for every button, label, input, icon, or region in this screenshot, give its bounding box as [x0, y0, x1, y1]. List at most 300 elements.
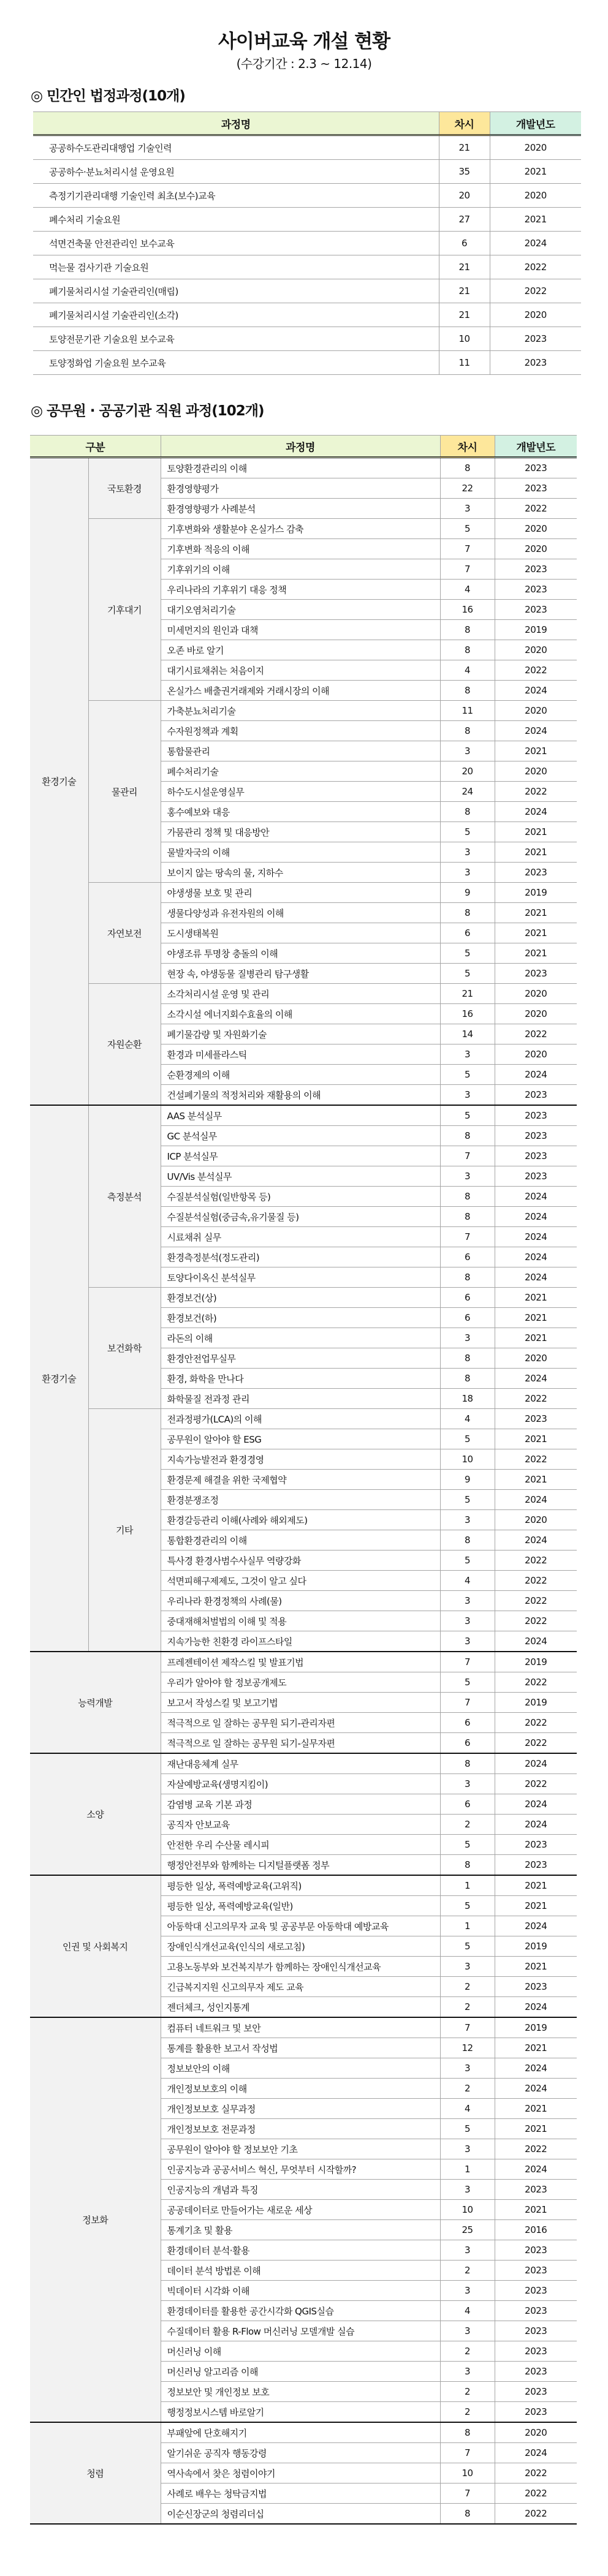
course-name: 환경데이터를 활용한 공간시각화 QGIS실습	[161, 2301, 440, 2321]
table-row	[30, 1105, 577, 1126]
course-sessions: 3	[440, 863, 495, 883]
course-year: 2021	[495, 923, 577, 943]
course-name: 역사속에서 찾은 청렴이야기	[161, 2463, 440, 2483]
course-year: 2021	[495, 903, 577, 923]
course-year: 2020	[495, 701, 577, 721]
course-name: 환경영향평가 사례분석	[161, 499, 440, 519]
category-label: 소양	[30, 1753, 161, 1875]
course-name: 평등한 일상, 폭력예방교육(고위직)	[161, 1875, 440, 1896]
course-year: 2023	[495, 1085, 577, 1106]
course-name: 폐수처리기술	[161, 761, 440, 782]
course-name: 가뭄관리 정책 및 대응방안	[161, 822, 440, 842]
course-name: 보고서 작성스킬 및 보고기법	[161, 1693, 440, 1713]
table-row	[30, 883, 577, 903]
course-name: 보이지 않는 땅속의 물, 지하수	[161, 863, 440, 883]
course-sessions: 7	[440, 2443, 495, 2463]
course-year: 2023	[495, 2382, 577, 2402]
course-name: 순환경제의 이해	[161, 1065, 440, 1085]
subcategory-label: 보건화학	[88, 1288, 161, 1409]
course-sessions: 25	[440, 2220, 495, 2240]
course-year: 2023	[495, 1977, 577, 1997]
course-year: 2021	[495, 1875, 577, 1896]
course-year: 2024	[495, 1490, 577, 1510]
course-name: 우리나라의 기후위기 대응 정책	[161, 580, 440, 600]
course-sessions: 10	[440, 2463, 495, 2483]
course-year: 2021	[495, 842, 577, 863]
course-year: 2022	[495, 2504, 577, 2525]
course-year: 2024	[495, 1753, 577, 1774]
course-year: 2021	[495, 2200, 577, 2220]
course-year: 2024	[495, 1631, 577, 1652]
course-year: 2024	[495, 1227, 577, 1247]
course-name: 이순신장군의 청렴리더십	[161, 2504, 440, 2525]
course-sessions: 6	[440, 1288, 495, 1308]
course-sessions: 20	[440, 761, 495, 782]
course-sessions: 8	[440, 620, 495, 640]
course-name: 야생생물 보호 및 관리	[161, 883, 440, 903]
table-row	[33, 184, 581, 208]
course-sessions: 10	[440, 2200, 495, 2220]
subcategory-label: 기후대기	[88, 519, 161, 701]
course-year: 2021	[495, 1957, 577, 1977]
course-sessions: 3	[440, 1631, 495, 1652]
course-year: 2024	[495, 2159, 577, 2180]
course-sessions: 27	[439, 208, 490, 232]
course-year: 2024	[495, 1997, 577, 2018]
subcategory-label: 자원순환	[88, 984, 161, 1106]
course-sessions: 5	[440, 2119, 495, 2139]
course-sessions: 2	[440, 1977, 495, 1997]
course-sessions: 4	[440, 1571, 495, 1591]
table-row	[30, 1875, 577, 1896]
course-year: 2019	[495, 1693, 577, 1713]
course-year: 2023	[495, 600, 577, 620]
course-year: 2023	[495, 580, 577, 600]
header-course-name: 과정명	[33, 112, 439, 135]
table-row	[30, 1652, 577, 1672]
course-year: 2023	[495, 2281, 577, 2301]
course-name: 개인정보보호 실무과정	[161, 2099, 440, 2119]
course-name: 데이터 분석 방법론 이해	[161, 2261, 440, 2281]
course-name: 평등한 일상, 폭력예방교육(일반)	[161, 1896, 440, 1916]
course-name: 머신러닝 알고리즘 이해	[161, 2362, 440, 2382]
course-year: 2021	[495, 1308, 577, 1328]
table-row	[30, 984, 577, 1004]
course-year: 2023	[490, 327, 581, 351]
course-sessions: 4	[440, 580, 495, 600]
course-name: 토양다이옥신 분석실무	[161, 1267, 440, 1288]
course-name: 통계기초 및 활용	[161, 2220, 440, 2240]
course-year: 2022	[495, 1672, 577, 1693]
course-year: 2022	[495, 2463, 577, 2483]
civilian-course-table	[33, 111, 581, 375]
course-year: 2023	[495, 559, 577, 580]
course-name: 먹는물 검사기관 기술요원	[33, 255, 439, 279]
table-row	[30, 2422, 577, 2443]
course-year: 2023	[495, 2402, 577, 2423]
course-sessions: 16	[440, 1004, 495, 1024]
course-name: 하수도시설운영실무	[161, 782, 440, 802]
course-name: 생물다양성과 유전자원의 이해	[161, 903, 440, 923]
course-sessions: 6	[440, 1308, 495, 1328]
course-name: 알기쉬운 공직자 행동강령	[161, 2443, 440, 2463]
section-heading-civilian: ◎ 민간인 법정과정(10개)	[31, 88, 185, 104]
course-year: 2021	[495, 1896, 577, 1916]
course-name: 긴급복지지원 신고의무자 제도 교육	[161, 1977, 440, 1997]
course-name: 기후변화와 생활분야 온실가스 감축	[161, 519, 440, 539]
course-sessions: 10	[440, 1449, 495, 1470]
subcategory-label: 물관리	[88, 701, 161, 883]
course-sessions: 35	[439, 160, 490, 184]
course-year: 2024	[495, 1187, 577, 1207]
course-sessions: 3	[440, 1166, 495, 1187]
course-sessions: 8	[440, 1855, 495, 1876]
course-name: 소각시설 에너지회수효율의 이해	[161, 1004, 440, 1024]
table-row	[33, 160, 581, 184]
course-name: 인공지능의 개념과 특징	[161, 2180, 440, 2200]
course-sessions: 1	[440, 1875, 495, 1896]
course-name: 빅데이터 시각화 이해	[161, 2281, 440, 2301]
course-sessions: 24	[440, 782, 495, 802]
course-year: 2020	[495, 640, 577, 660]
course-sessions: 5	[440, 943, 495, 964]
course-year: 2023	[495, 1105, 577, 1126]
course-sessions: 20	[439, 184, 490, 208]
course-sessions: 5	[440, 1490, 495, 1510]
course-year: 2024	[495, 1207, 577, 1227]
section-heading-public: ◎ 공무원 · 공공기관 직원 과정(102개)	[31, 403, 264, 419]
course-sessions: 2	[440, 2261, 495, 2281]
course-name: 환경갈등관리 이해(사례와 해외제도)	[161, 1510, 440, 1530]
course-sessions: 6	[440, 1713, 495, 1733]
category-label: 인권 및 사회복지	[30, 1875, 161, 2017]
course-name: 환경, 화학을 만나다	[161, 1369, 440, 1389]
course-name: 건설폐기물의 적정처리와 재활용의 이해	[161, 1085, 440, 1106]
course-sessions: 8	[440, 458, 495, 478]
course-year: 2024	[495, 802, 577, 822]
course-name: 지속가능한 친환경 라이프스타일	[161, 1631, 440, 1652]
table-header-row	[30, 436, 577, 458]
course-sessions: 6	[440, 923, 495, 943]
course-year: 2024	[495, 2079, 577, 2099]
course-name: 감염병 교육 기본 과정	[161, 1794, 440, 1815]
course-sessions: 3	[440, 2058, 495, 2079]
course-sessions: 8	[440, 2504, 495, 2525]
course-year: 2022	[495, 1024, 577, 1044]
course-sessions: 8	[440, 1267, 495, 1288]
course-name: 자살예방교육(생명지킴이)	[161, 1774, 440, 1794]
course-sessions: 8	[440, 802, 495, 822]
course-name: 가축분뇨처리기술	[161, 701, 440, 721]
course-name: 대기오염처리기술	[161, 600, 440, 620]
course-year: 2024	[495, 2443, 577, 2463]
course-year: 2024	[495, 1247, 577, 1267]
course-sessions: 5	[440, 1105, 495, 1126]
course-sessions: 5	[440, 1936, 495, 1957]
course-sessions: 3	[440, 1611, 495, 1631]
course-year: 2020	[495, 1004, 577, 1024]
course-sessions: 3	[440, 2281, 495, 2301]
course-name: 환경문제 해결을 위한 국제협약	[161, 1470, 440, 1490]
course-sessions: 5	[440, 1896, 495, 1916]
course-name: 장애인식개선교육(인식의 새로고침)	[161, 1936, 440, 1957]
table-row	[30, 701, 577, 721]
course-year: 2024	[495, 1267, 577, 1288]
course-year: 2020	[495, 1348, 577, 1369]
course-sessions: 9	[440, 883, 495, 903]
course-sessions: 7	[440, 1652, 495, 1672]
course-name: 우리나라 환경정책의 사례(물)	[161, 1591, 440, 1611]
course-sessions: 7	[440, 2483, 495, 2504]
course-year: 2022	[495, 1774, 577, 1794]
course-year: 2023	[495, 1409, 577, 1429]
course-name: 부패앞에 단호해지기	[161, 2422, 440, 2443]
course-year: 2020	[495, 519, 577, 539]
course-sessions: 8	[440, 903, 495, 923]
course-name: 대기시료채취는 처음이지	[161, 660, 440, 681]
table-row	[33, 279, 581, 303]
course-sessions: 2	[440, 2341, 495, 2362]
course-name: 행정안전부와 함께하는 디지털플랫폼 정부	[161, 1855, 440, 1876]
course-name: 적극적으로 일 잘하는 공무원 되기-관리자편	[161, 1713, 440, 1733]
course-name: 라돈의 이해	[161, 1328, 440, 1348]
course-year: 2022	[495, 2483, 577, 2504]
course-name: 환경분쟁조정	[161, 1490, 440, 1510]
course-sessions: 3	[440, 1510, 495, 1530]
course-sessions: 3	[440, 842, 495, 863]
table-row	[30, 1753, 577, 1774]
table-row	[30, 519, 577, 539]
course-year: 2021	[495, 1328, 577, 1348]
course-sessions: 7	[440, 1146, 495, 1166]
course-name: 아동학대 신고의무자 교육 및 공공부문 아동학대 예방교육	[161, 1916, 440, 1936]
course-sessions: 3	[440, 2180, 495, 2200]
course-sessions: 8	[440, 1348, 495, 1369]
course-sessions: 6	[439, 232, 490, 255]
course-sessions: 8	[440, 1753, 495, 1774]
course-name: 환경측정분석(정도관리)	[161, 1247, 440, 1267]
course-name: 머신러닝 이해	[161, 2341, 440, 2362]
course-name: 공공하수·분뇨처리시설 운영요원	[33, 160, 439, 184]
course-sessions: 4	[440, 660, 495, 681]
table-row	[33, 327, 581, 351]
course-name: 홍수예보와 대응	[161, 802, 440, 822]
subcategory-label: 기타	[88, 1409, 161, 1652]
course-name: 물발자국의 이해	[161, 842, 440, 863]
course-sessions: 7	[440, 1693, 495, 1713]
course-year: 2023	[495, 1855, 577, 1876]
course-sessions: 2	[440, 2079, 495, 2099]
course-name: 통합물관리	[161, 741, 440, 761]
course-name: 공공하수도관리대행업 기술인력	[33, 135, 439, 160]
table-row	[30, 1288, 577, 1308]
course-year: 2022	[495, 1733, 577, 1754]
course-sessions: 7	[440, 539, 495, 559]
course-year: 2020	[495, 539, 577, 559]
course-sessions: 8	[440, 1126, 495, 1146]
course-year: 2023	[495, 2180, 577, 2200]
course-year: 2021	[495, 2038, 577, 2058]
table-row	[33, 135, 581, 160]
category-label: 환경기술	[30, 458, 88, 1106]
course-year: 2023	[495, 1166, 577, 1187]
course-sessions: 5	[440, 1429, 495, 1449]
course-year: 2023	[495, 1146, 577, 1166]
course-year: 2020	[495, 1044, 577, 1065]
course-year: 2023	[495, 2240, 577, 2261]
course-year: 2024	[495, 1916, 577, 1936]
course-name: 토양환경관리의 이해	[161, 458, 440, 478]
course-year: 2021	[495, 1288, 577, 1308]
course-year: 2020	[495, 984, 577, 1004]
course-sessions: 3	[440, 1957, 495, 1977]
course-year: 2024	[495, 1530, 577, 1551]
course-name: 오존 바로 알기	[161, 640, 440, 660]
course-name: 환경데이터 분석·활용	[161, 2240, 440, 2261]
course-sessions: 3	[440, 2139, 495, 2159]
category-label: 정보화	[30, 2017, 161, 2422]
course-year: 2023	[495, 458, 577, 478]
header-sessions: 차시	[440, 436, 495, 458]
course-name: 공공데이터로 만들어가는 새로운 세상	[161, 2200, 440, 2220]
course-year: 2024	[490, 232, 581, 255]
table-row	[33, 208, 581, 232]
course-sessions: 3	[440, 499, 495, 519]
course-name: 사례로 배우는 청탁금지법	[161, 2483, 440, 2504]
course-sessions: 3	[440, 2362, 495, 2382]
course-sessions: 21	[439, 303, 490, 327]
course-year: 2024	[495, 2058, 577, 2079]
course-name: 수자원정책과 계획	[161, 721, 440, 741]
public-course-table	[30, 435, 577, 2525]
course-sessions: 5	[440, 822, 495, 842]
course-sessions: 2	[440, 1997, 495, 2018]
course-sessions: 8	[440, 1369, 495, 1389]
course-name: GC 분석실무	[161, 1126, 440, 1146]
course-sessions: 7	[440, 2017, 495, 2038]
table-row	[33, 232, 581, 255]
course-name: 토양정화업 기술요원 보수교육	[33, 351, 439, 375]
course-year: 2023	[495, 478, 577, 499]
course-year: 2021	[495, 822, 577, 842]
course-year: 2023	[495, 1126, 577, 1146]
course-name: 통계를 활용한 보고서 작성법	[161, 2038, 440, 2058]
course-year: 2021	[490, 160, 581, 184]
course-year: 2023	[495, 2301, 577, 2321]
table-row	[30, 1409, 577, 1429]
course-year: 2020	[490, 184, 581, 208]
course-year: 2019	[495, 1936, 577, 1957]
course-sessions: 7	[440, 1227, 495, 1247]
course-name: 지속가능발전과 환경경영	[161, 1449, 440, 1470]
course-year: 2021	[495, 943, 577, 964]
subcategory-label: 국토환경	[88, 458, 161, 519]
course-sessions: 4	[440, 2301, 495, 2321]
course-year: 2022	[495, 1713, 577, 1733]
course-year: 2020	[495, 1510, 577, 1530]
course-name: 토양전문기관 기술요원 보수교육	[33, 327, 439, 351]
course-year: 2020	[490, 303, 581, 327]
course-sessions: 7	[440, 559, 495, 580]
course-name: 환경과 미세플라스틱	[161, 1044, 440, 1065]
course-name: 환경안전업무실무	[161, 1348, 440, 1369]
course-name: 석면피해구제제도, 그것이 알고 싶다	[161, 1571, 440, 1591]
course-year: 2023	[495, 2362, 577, 2382]
subcategory-label: 자연보전	[88, 883, 161, 984]
table-row	[33, 351, 581, 375]
course-year: 2024	[495, 681, 577, 701]
course-name: 시료채취 실무	[161, 1227, 440, 1247]
course-name: 공무원이 알아야 할 정보보안 기초	[161, 2139, 440, 2159]
course-year: 2019	[495, 620, 577, 640]
course-year: 2020	[490, 135, 581, 160]
course-year: 2023	[495, 964, 577, 984]
course-year: 2024	[495, 721, 577, 741]
course-year: 2022	[495, 499, 577, 519]
course-name: 중대재해처벌법의 이해 및 적용	[161, 1611, 440, 1631]
course-sessions: 1	[440, 2159, 495, 2180]
table-row	[33, 303, 581, 327]
category-label: 능력개발	[30, 1652, 161, 1753]
course-name: 기후위기의 이해	[161, 559, 440, 580]
course-sessions: 5	[440, 519, 495, 539]
course-year: 2021	[495, 2099, 577, 2119]
course-name: 우리가 알아야 할 정보공개제도	[161, 1672, 440, 1693]
course-sessions: 14	[440, 1024, 495, 1044]
course-name: 폐수처리 기술요원	[33, 208, 439, 232]
course-sessions: 3	[440, 741, 495, 761]
course-name: 소각처리시설 운영 및 관리	[161, 984, 440, 1004]
course-name: 기후변화 적응의 이해	[161, 539, 440, 559]
course-year: 2022	[495, 1389, 577, 1409]
course-sessions: 5	[440, 964, 495, 984]
course-period: (수강기간 : 2.3 ~ 12.14)	[236, 56, 372, 71]
course-name: 고용노동부와 보건복지부가 함께하는 장애인식개선교육	[161, 1957, 440, 1977]
course-year: 2022	[490, 279, 581, 303]
course-year: 2022	[495, 660, 577, 681]
course-year: 2019	[495, 1652, 577, 1672]
course-year: 2024	[495, 1065, 577, 1085]
course-name: 통합환경관리의 이해	[161, 1530, 440, 1551]
category-label: 환경기술	[30, 1105, 88, 1652]
course-name: UV/Vis 분석실무	[161, 1166, 440, 1187]
course-sessions: 3	[440, 1044, 495, 1065]
course-name: 프레젠테이션 제작스킬 및 발표기법	[161, 1652, 440, 1672]
course-name: 환경보건(상)	[161, 1288, 440, 1308]
course-name: 폐기물처리시설 기술관리인(소각)	[33, 303, 439, 327]
course-sessions: 22	[440, 478, 495, 499]
course-name: 수질분석실험(일반항목 등)	[161, 1187, 440, 1207]
course-sessions: 3	[440, 2240, 495, 2261]
course-name: 공직자 안보교육	[161, 1815, 440, 1835]
course-sessions: 2	[440, 2402, 495, 2423]
course-year: 2021	[495, 741, 577, 761]
course-name: 환경보건(하)	[161, 1308, 440, 1328]
course-sessions: 1	[440, 1916, 495, 1936]
course-year: 2021	[490, 208, 581, 232]
course-name: 안전한 우리 수산물 레시피	[161, 1835, 440, 1855]
course-sessions: 9	[440, 1470, 495, 1490]
header-year: 개발년도	[490, 112, 581, 135]
course-sessions: 8	[440, 721, 495, 741]
course-year: 2023	[490, 351, 581, 375]
course-year: 2024	[495, 1815, 577, 1835]
category-label: 청렴	[30, 2422, 161, 2524]
course-year: 2019	[495, 883, 577, 903]
course-name: 폐기물감량 및 자원화기술	[161, 1024, 440, 1044]
course-name: 도시생태복원	[161, 923, 440, 943]
course-sessions: 5	[440, 1835, 495, 1855]
